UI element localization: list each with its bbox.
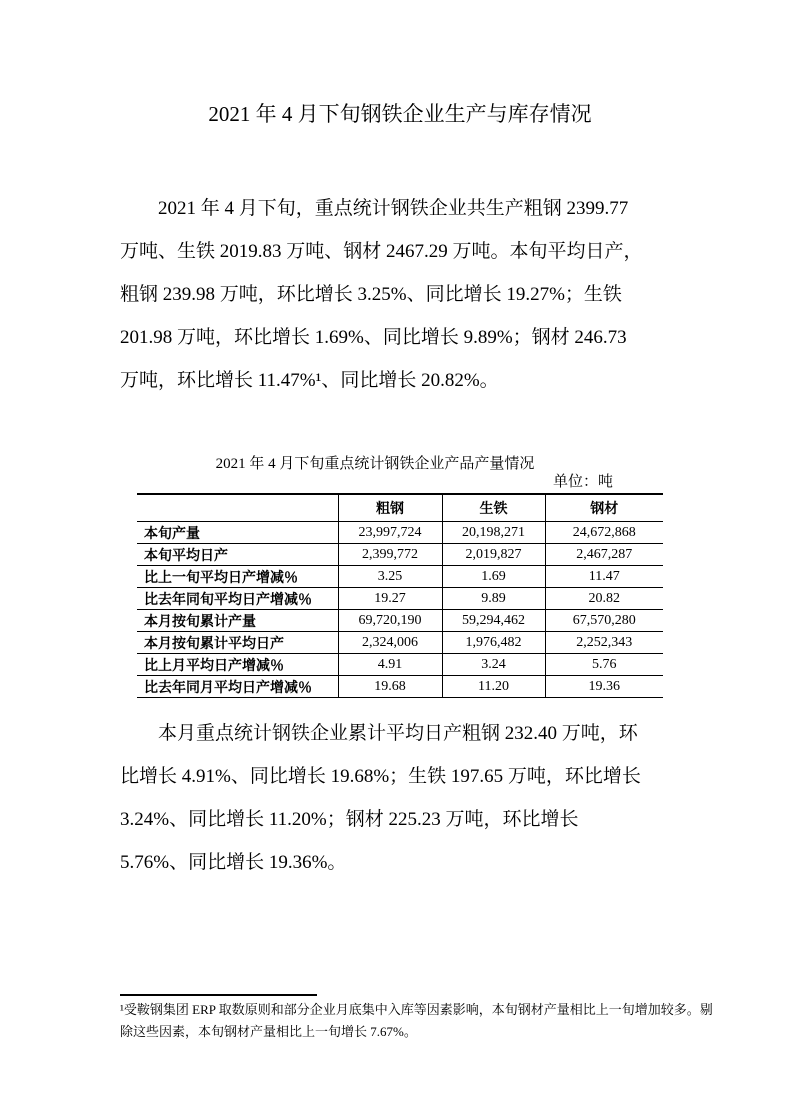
value-cell: 19.36	[545, 676, 663, 698]
text-line: 粗钢 239.98 万吨，环比增长 3.25%、同比增长 19.27%；生铁	[120, 284, 622, 305]
value-cell: 67,570,280	[545, 610, 663, 632]
row-label-cell: 比上月平均日产增减％	[144, 656, 284, 673]
footnote	[120, 999, 713, 1043]
text-line: 5.76%、同比增长 19.36%。	[120, 852, 347, 873]
row-label-cell: 本月按旬累计平均日产	[144, 634, 284, 651]
value-cell: 19.27	[338, 588, 442, 610]
paragraph-production-summary	[120, 187, 684, 402]
text-line: 万吨、生铁 2019.83 万吨、钢材 2467.29 万吨。本旬平均日产，	[120, 241, 643, 262]
text-line: 比增长 4.91%、同比增长 19.68%；生铁 197.65 万吨，环比增长	[120, 766, 641, 787]
column-header-crude-steel: 粗钢	[338, 494, 442, 522]
production-table	[137, 493, 663, 698]
table-row	[137, 676, 663, 698]
row-label-cell: 比去年同月平均日产增减％	[144, 678, 312, 695]
row-label-cell: 本月按旬累计产量	[144, 612, 256, 629]
value-cell: 23,997,724	[338, 522, 442, 544]
corner-cell	[137, 494, 338, 522]
table-row	[137, 632, 663, 654]
row-label-cell: 比上一旬平均日产增减％	[144, 568, 298, 585]
column-header-pig-iron: 生铁	[442, 494, 545, 522]
value-cell: 9.89	[442, 588, 545, 610]
table-title: 2021 年 4 月下旬重点统计钢铁企业产品产量情况	[215, 456, 535, 472]
row-label-cell: 本旬平均日产	[144, 546, 228, 563]
column-header-steel-products: 钢材	[545, 494, 663, 522]
text-line: 2021 年 4 月下旬，重点统计钢铁企业共生产粗钢 2399.77	[158, 198, 629, 219]
table-header-row	[137, 494, 663, 522]
value-cell: 2,019,827	[442, 544, 545, 566]
value-cell: 1.69	[442, 566, 545, 588]
value-cell: 69,720,190	[338, 610, 442, 632]
text-line: 本月重点统计钢铁企业累计平均日产粗钢 232.40 万吨，环	[158, 723, 638, 744]
value-cell: 2,252,343	[545, 632, 663, 654]
table-row	[137, 588, 663, 610]
value-cell: 2,324,006	[338, 632, 442, 654]
value-cell: 3.25	[338, 566, 442, 588]
value-cell: 2,467,287	[545, 544, 663, 566]
table-unit-label: 单位：吨	[552, 474, 613, 490]
value-cell: 11.47	[545, 566, 663, 588]
row-label-cell: 比去年同旬平均日产增减％	[144, 590, 312, 607]
text-line: 3.24%、同比增长 11.20%；钢材 225.23 万吨，环比增长	[120, 809, 579, 830]
table-row	[137, 610, 663, 632]
value-cell: 3.24	[442, 654, 545, 676]
value-cell: 2,399,772	[338, 544, 442, 566]
value-cell: 59,294,462	[442, 610, 545, 632]
value-cell: 11.20	[442, 676, 545, 698]
footnote-line: 除这些因素，本旬钢材产量相比上一旬增长 7.67%。	[120, 1024, 417, 1039]
value-cell: 1,976,482	[442, 632, 545, 654]
table-row	[137, 522, 663, 544]
value-cell: 4.91	[338, 654, 442, 676]
value-cell: 5.76	[545, 654, 663, 676]
text-line: 201.98 万吨，环比增长 1.69%、同比增长 9.89%；钢材 246.73	[120, 327, 627, 348]
document-title: 2021 年 4 月下旬钢铁企业生产与库存情况	[208, 102, 592, 126]
value-cell: 20.82	[545, 588, 663, 610]
table-row	[137, 544, 663, 566]
table-row	[137, 566, 663, 588]
text-line: 万吨，环比增长 11.47%¹、同比增长 20.82%。	[120, 370, 499, 391]
row-label-cell: 本旬产量	[144, 524, 200, 541]
paragraph-monthly-summary	[120, 712, 684, 884]
footnote-separator	[120, 994, 317, 996]
footnote-line: ¹受鞍钢集团 ERP 取数原则和部分企业月底集中入库等因素影响，本旬钢材产量相比上一旬增加较多。剔	[120, 1002, 713, 1017]
table-row	[137, 654, 663, 676]
value-cell: 19.68	[338, 676, 442, 698]
value-cell: 24,672,868	[545, 522, 663, 544]
value-cell: 20,198,271	[442, 522, 545, 544]
